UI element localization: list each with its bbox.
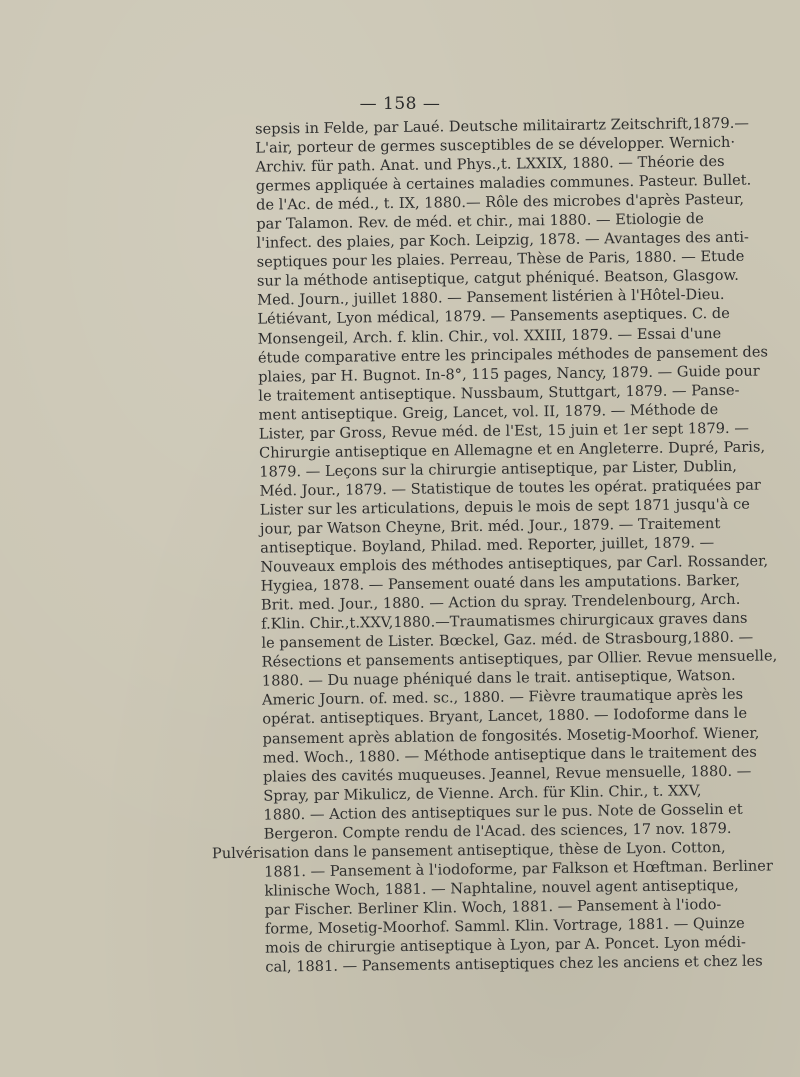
text-line: Lister, par Gross, Revue méd. de l'Est, 15 juin et 1er sept 1879. — xyxy=(258,419,749,443)
text-line: Brit. med. Jour., 1880. — Action du spray. Trendelenbourg, Arch. xyxy=(260,590,741,614)
text-line: Spray, par Mikulicz, de Vienne. Arch. für Klin. Chir., t. XXV, xyxy=(263,781,702,805)
text-line: jour, par Watson Cheyne, Brit. méd. Jour., 1879. — Traitement xyxy=(259,515,721,538)
text-line: Résections et pansements antiseptiques, par Ollier. Revue mensuelle, xyxy=(261,647,778,671)
text-line: germes appliquée à certaines maladies communes. Pasteur. Bullet. xyxy=(255,171,752,195)
text-line: forme, Mosetig-Moorhof. Samml. Klin. Vortrage, 1881. — Quinze xyxy=(264,914,745,938)
text-line: klinische Woch, 1881. — Naphtaline, nouvel agent antiseptique, xyxy=(264,876,739,900)
text-line: Létiévant, Lyon médical, 1879. — Pansements aseptiques. C. de xyxy=(257,305,730,329)
text-line: Nouveaux emplois des méthodes antiseptiques, par Carl. Rossander, xyxy=(260,552,769,576)
text-line: Med. Journ., juillet 1880. — Pansement listérien à l'Hôtel-Dieu. xyxy=(257,286,725,310)
bibliography-text-block xyxy=(211,114,778,977)
text-line: 1880. — Action des antiseptiques sur le pus. Note de Gosselin et xyxy=(263,800,743,824)
text-line: cal, 1881. — Pansements antiseptiques chez les anciens et chez les xyxy=(265,952,763,976)
text-line: 1879. — Leçons sur la chirurgie antiseptique, par Lister, Dublin, xyxy=(259,457,737,481)
text-line: plaies, par H. Bugnot. In-8°, 115 pages, Nancy, 1879. — Guide pour xyxy=(258,362,760,386)
text-line: 1881. — Pansement à l'iodoforme, par Falkson et Hœftman. Berliner xyxy=(264,857,773,881)
text-line: Archiv. für path. Anat. und Phys.,t. LXXIX, 1880. — Théorie des xyxy=(255,153,725,176)
text-line: L'air, porteur de germes susceptibles de se développer. Wernich· xyxy=(255,133,736,157)
text-line: de l'Ac. de méd., t. IX, 1880.— Rôle des microbes d'après Pasteur, xyxy=(255,190,745,214)
text-line: plaies des cavités muqueuses. Jeannel, Revue mensuelle, 1880. — xyxy=(262,762,752,786)
text-line: Lister sur les articulations, depuis le mois de sept 1871 jusqu'à ce xyxy=(259,495,750,519)
text-line: le pansement de Lister. Bœckel, Gaz. méd. de Strasbourg,1880. — xyxy=(261,628,754,652)
text-line: pansement après ablation de fongosités. Mosetig-Moorhof. Wiener, xyxy=(262,724,760,748)
text-line: étude comparative entre les principales méthodes de pansement des xyxy=(257,342,769,367)
text-line: Pulvérisation dans le pansement antiseptique, thèse de Lyon. Cotton, xyxy=(211,838,726,863)
text-line: Méd. Jour., 1879. — Statistique de toutes les opérat. pratiquées par xyxy=(259,476,761,500)
text-line: antiseptique. Boyland, Philad. med. Reporter, juillet, 1879. — xyxy=(260,534,715,557)
text-line: Chirurgie antiseptique en Allemagne et en Angleterre. Dupré, Paris, xyxy=(258,438,766,462)
text-line: sur la méthode antiseptique, catgut phéniqué. Beatson, Glasgow. xyxy=(256,267,739,291)
text-line: l'infect. des plaies, par Koch. Leipzig, 1878. — Avantages des anti- xyxy=(256,228,749,252)
text-line: Hygiea, 1878. — Pansement ouaté dans les amputations. Barker, xyxy=(260,571,741,595)
text-line: mois de chirurgie antiseptique à Lyon, par A. Poncet. Lyon médi- xyxy=(265,933,747,957)
text-line: sepsis in Felde, par Laué. Deutsche militairartz Zeitschrift,1879.— xyxy=(255,114,750,138)
text-line: ment antiseptique. Greig, Lancet, vol. II, 1879. — Méthode de xyxy=(258,400,719,424)
text-line: Monsengeil, Arch. f. klin. Chir., vol. XXIII, 1879. — Essai d'une xyxy=(257,324,722,348)
text-line: med. Woch., 1880. — Méthode antiseptique dans le traitement des xyxy=(262,743,757,767)
page-number: — 158 — xyxy=(359,94,441,114)
text-line: opérat. antiseptiques. Bryant, Lancet, 1880. — Iodoforme dans le xyxy=(262,705,748,729)
text-line: f.Klin. Chir.,t.XXV,1880.—Traumatismes chirurgicaux graves dans xyxy=(261,609,748,633)
text-line: 1880. — Du nuage phéniqué dans le trait. antiseptique, Watson. xyxy=(261,667,736,690)
text-line: Bergeron. Compte rendu de l'Acad. des sciences, 17 nov. 1879. xyxy=(263,819,732,843)
text-line: par Fischer. Berliner Klin. Woch, 1881. — Pansement à l'iodo- xyxy=(264,895,722,919)
text-line: septiques pour les plaies. Perreau, Thèse de Paris, 1880. — Etude xyxy=(256,248,745,271)
text-line: Americ Journ. of. med. sc., 1880. — Fièvre traumatique après les xyxy=(261,686,744,710)
text-line: le traitement antiseptique. Nussbaum, Stuttgart, 1879. — Panse- xyxy=(258,381,740,405)
text-line: par Talamon. Rev. de méd. et chir., mai 1880. — Etiologie de xyxy=(256,210,704,233)
